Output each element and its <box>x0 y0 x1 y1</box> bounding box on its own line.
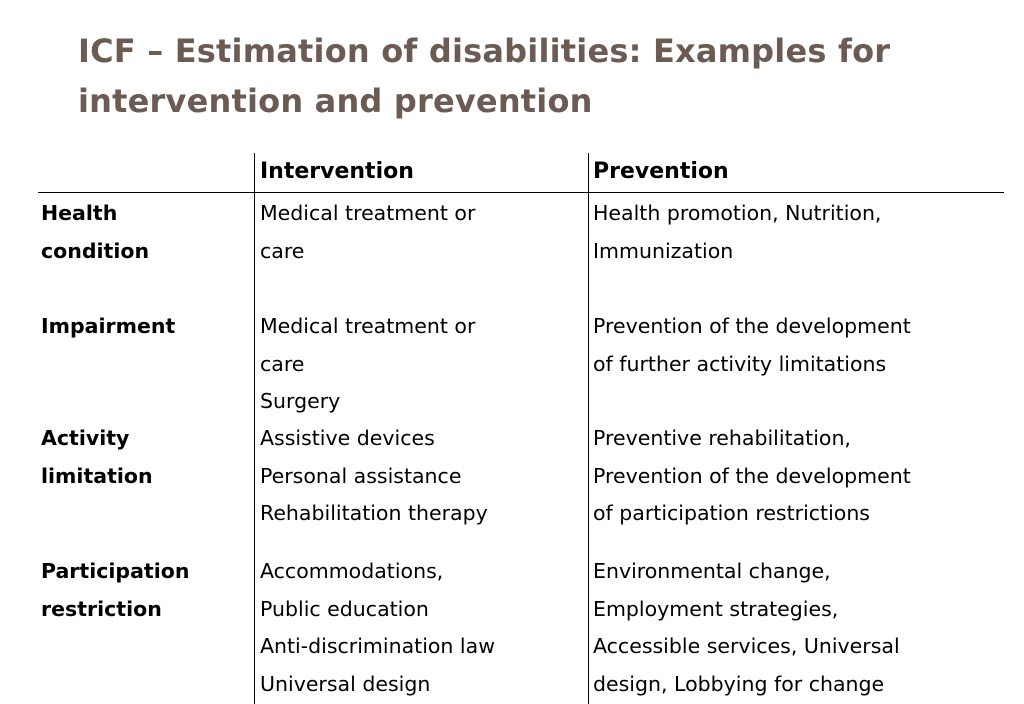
prevention-cell-impairment <box>593 308 911 383</box>
row-label-health-condition <box>41 195 149 270</box>
cell-line: of participation restrictions <box>593 501 870 525</box>
cell-line: care <box>260 351 305 376</box>
cell-line: Accommodations, <box>260 559 444 583</box>
row-label-participation-restriction <box>41 553 189 628</box>
cell-line: Anti-discrimination law <box>260 634 495 658</box>
cell-line: Assistive devices <box>260 426 435 450</box>
cell-line: Immunization <box>593 238 734 263</box>
cell-line: Health promotion, Nutrition, <box>593 201 882 225</box>
cell-line: Universal design <box>260 671 431 696</box>
cell-line: Personal assistance <box>260 463 462 488</box>
column-divider-1 <box>254 153 255 704</box>
prevention-cell-activity-limitation <box>593 420 911 533</box>
intervention-cell-activity-limitation <box>260 420 488 533</box>
row-label-line: Participation <box>41 559 190 583</box>
row-label-line: condition <box>41 238 150 263</box>
intervention-cell-impairment <box>260 308 475 421</box>
cell-line: of further activity limitations <box>593 351 887 376</box>
column-header-intervention: Intervention <box>260 159 414 184</box>
cell-line: Medical treatment or <box>260 201 476 225</box>
prevention-cell-health-condition <box>593 195 881 270</box>
row-label-line: Activity <box>41 426 130 450</box>
column-header-prevention: Prevention <box>593 159 729 184</box>
prevention-cell-participation-restriction <box>593 553 900 703</box>
cell-line: Medical treatment or <box>260 314 476 338</box>
cell-line: Prevention of the development <box>593 314 911 338</box>
cell-line: Public education <box>260 596 429 621</box>
cell-line: Preventive rehabilitation, <box>593 426 851 450</box>
column-divider-2 <box>588 153 589 704</box>
slide-title <box>78 26 998 126</box>
header-divider <box>38 192 1004 193</box>
cell-line: Prevention of the development <box>593 463 911 488</box>
cell-line: Accessible services, Universal <box>593 634 900 658</box>
cell-line: care <box>260 238 305 263</box>
cell-line: Surgery <box>260 389 341 413</box>
row-label-line: restriction <box>41 596 162 621</box>
cell-line: design, Lobbying for change <box>593 671 885 696</box>
intervention-cell-health-condition <box>260 195 475 270</box>
row-label-line: Impairment <box>41 314 176 338</box>
slide-title-line-1: ICF – Estimation of disabilities: Examples for <box>78 32 891 70</box>
row-label-impairment <box>41 308 175 346</box>
cell-line: Employment strategies, <box>593 596 839 621</box>
row-label-line: Health <box>41 201 118 225</box>
cell-line: Environmental change, <box>593 559 831 583</box>
row-label-activity-limitation <box>41 420 153 495</box>
row-label-line: limitation <box>41 463 153 488</box>
intervention-cell-participation-restriction <box>260 553 495 703</box>
slide-title-line-2: intervention and prevention <box>78 82 593 120</box>
cell-line: Rehabilitation therapy <box>260 501 488 525</box>
icf-examples-table <box>38 153 1004 704</box>
